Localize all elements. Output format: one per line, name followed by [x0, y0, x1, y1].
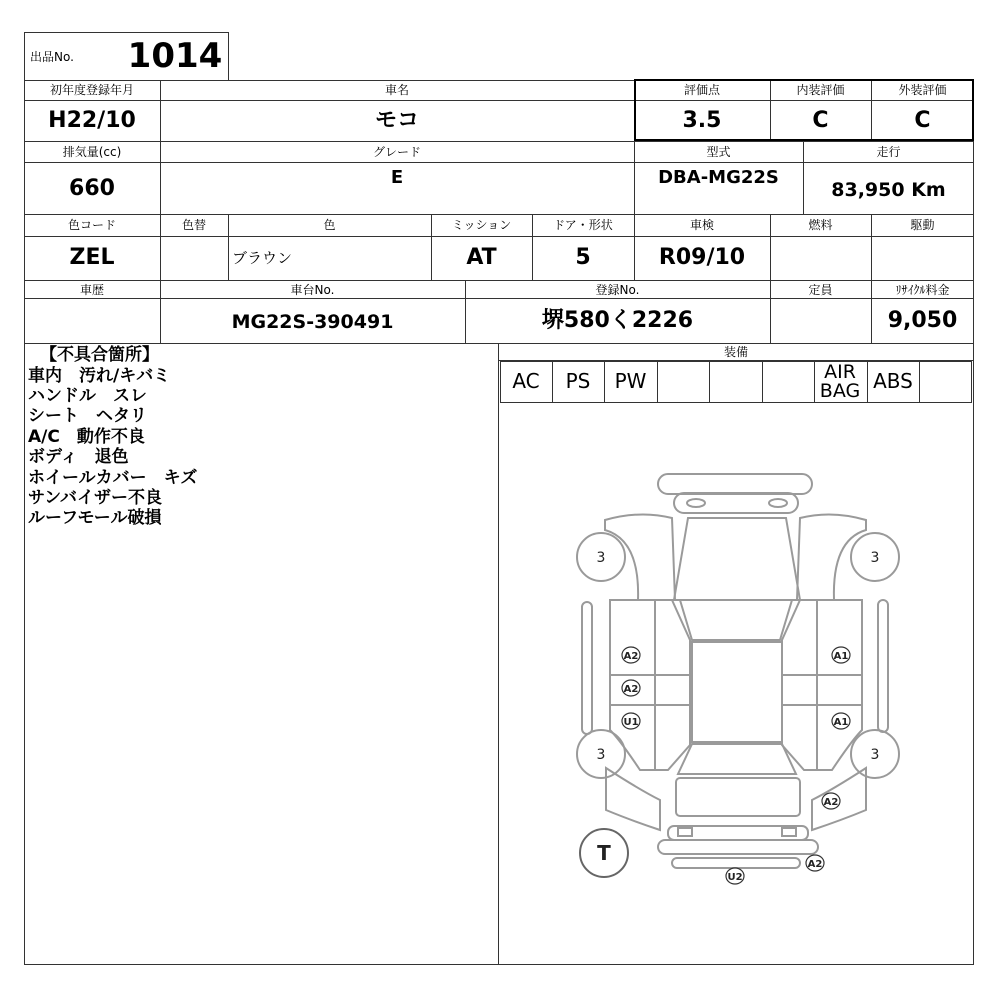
chassis-label: 車台No. — [290, 283, 335, 297]
displacement-value: 660 — [69, 176, 115, 201]
color-code-value: ZEL — [69, 245, 115, 270]
first-reg-label: 初年度登録年月 — [49, 83, 134, 97]
equipment-pw: PW — [614, 369, 647, 393]
model-value: DBA-MG22S — [658, 167, 779, 188]
door-value: 5 — [575, 245, 591, 270]
tire-front-left-score: 3 — [596, 550, 606, 566]
score-label: 評価点 — [683, 83, 720, 97]
lot-label: 出品No. — [30, 50, 74, 64]
history-label: 車歴 — [79, 283, 104, 297]
equipment-ac: AC — [512, 369, 540, 393]
mission-label: ミッション — [451, 218, 512, 232]
grade-value: E — [390, 167, 404, 188]
reg-label: 登録No. — [595, 283, 640, 297]
fuel-label: 燃料 — [808, 218, 833, 232]
tire-rear-right-score: 3 — [870, 747, 880, 763]
color-label: 色 — [323, 218, 336, 232]
color-code-label: 色コード — [67, 218, 116, 232]
first-reg-value: H22/10 — [48, 108, 136, 133]
defect-item: 車内 汚れ/キバミ — [28, 366, 171, 386]
equipment-abs: ABS — [873, 369, 913, 393]
mark-rear-quarter: A2 — [823, 797, 839, 808]
equipment-empty — [919, 361, 972, 402]
grade-label: グレード — [372, 145, 421, 159]
chassis-value: MG22S-390491 — [231, 311, 394, 333]
car-diagram — [500, 404, 970, 960]
exterior-label: 外装評価 — [898, 83, 947, 97]
defect-item: サンバイザー不良 — [28, 488, 162, 508]
equipment-airbag: AIR BAG — [819, 361, 861, 402]
equipment-empty — [709, 361, 762, 402]
tire-front-right-score: 3 — [870, 550, 880, 566]
equipment-ps: PS — [565, 369, 591, 393]
drive-label: 駆動 — [910, 218, 935, 232]
defects-title: 【不具合箇所】 — [40, 345, 159, 365]
defect-item: ホイールカバー キズ — [28, 468, 198, 488]
equipment-label: 装備 — [723, 345, 748, 359]
door-label: ドア・形状 — [553, 218, 613, 232]
defect-item: シート ヘタリ — [28, 406, 147, 426]
inspection-label: 車検 — [689, 218, 714, 232]
displacement-label: 排気量(cc) — [62, 145, 122, 159]
reg-value: 堺580く2226 — [541, 308, 694, 333]
mark-rear-bumper: A2 — [807, 859, 823, 870]
score-value: 3.5 — [682, 108, 722, 133]
tire-rear-left-score: 3 — [596, 747, 606, 763]
mission-value: AT — [466, 245, 497, 270]
mark-right-rear-door: A1 — [833, 717, 849, 728]
mileage-value: 83,950 Km — [831, 179, 946, 201]
mark-left-sill: U1 — [623, 717, 639, 728]
interior-value: C — [812, 108, 829, 133]
equipment-empty — [762, 361, 814, 402]
color-value: ブラウン — [232, 249, 293, 267]
mark-right-front-door: A1 — [833, 651, 849, 662]
capacity-label: 定員 — [808, 283, 833, 297]
defect-item: ハンドル スレ — [28, 386, 147, 406]
mark-left-rear-door: A2 — [623, 684, 639, 695]
lot-number: 1014 — [127, 36, 223, 76]
mark-rear-under: U2 — [727, 872, 743, 883]
car-name-label: 車名 — [384, 83, 409, 97]
spare-tire-label: T — [597, 841, 611, 865]
mark-left-front-door: A2 — [623, 651, 639, 662]
mileage-label: 走行 — [876, 145, 901, 159]
equipment-empty — [657, 361, 709, 402]
color-change-label: 色替 — [181, 218, 206, 232]
model-label: 型式 — [706, 145, 731, 159]
inspection-value: R09/10 — [658, 245, 746, 270]
defect-item: ルーフモール破損 — [28, 508, 162, 528]
defect-item: A/C 動作不良 — [28, 427, 145, 447]
recycle-value: 9,050 — [887, 308, 958, 333]
recycle-label: ﾘｻｲｸﾙ料金 — [895, 283, 950, 297]
interior-label: 内装評価 — [796, 83, 845, 97]
defect-item: ボディ 退色 — [28, 447, 129, 467]
exterior-value: C — [914, 108, 931, 133]
car-name-value: モコ — [374, 108, 419, 133]
